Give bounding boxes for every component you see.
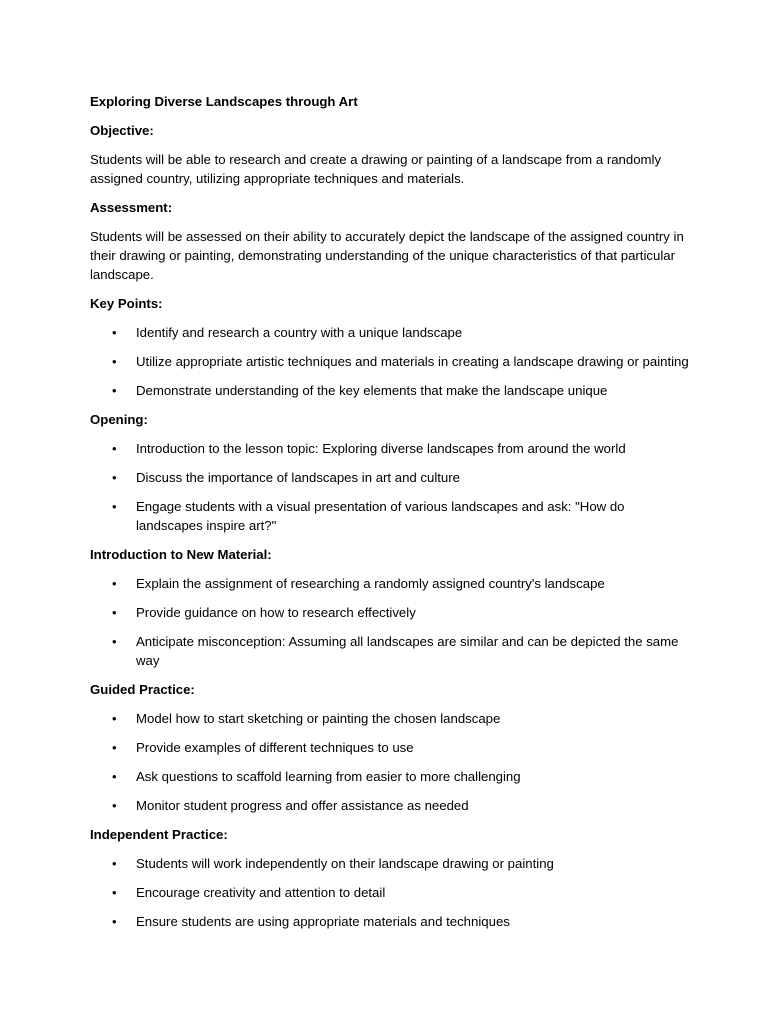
list-item-text: Encourage creativity and attention to detail xyxy=(136,885,386,900)
new-material-list xyxy=(90,574,690,670)
bullet-icon: • xyxy=(112,856,117,871)
list-item-text: Ask questions to scaffold learning from easier to more challenging xyxy=(136,769,521,784)
objective-paragraph: Students will be able to research and create a drawing or painting of a landscape from a randomly assigned country, utilizing appropriate techniques and materials. xyxy=(90,152,662,186)
list-item-text: Introduction to the lesson topic: Exploring diverse landscapes from around the world xyxy=(136,441,626,456)
list-item xyxy=(90,738,690,757)
list-item-text: Students will work independently on their landscape drawing or painting xyxy=(136,856,554,871)
list-item xyxy=(90,439,690,458)
bullet-icon: • xyxy=(112,769,117,784)
list-item-text: Demonstrate understanding of the key elements that make the landscape unique xyxy=(136,383,608,398)
list-item xyxy=(90,352,690,371)
list-item-text: Explain the assignment of researching a randomly assigned country's landscape xyxy=(136,576,605,591)
bullet-icon: • xyxy=(112,325,117,340)
section-heading-independent-practice: Independent Practice: xyxy=(90,827,228,842)
list-item xyxy=(90,603,690,622)
assessment-paragraph: Students will be assessed on their ability to accurately depict the landscape of the assigned country in their drawing or painting, demonstrating understanding of the unique characteristics of that particular landscape. xyxy=(90,229,684,282)
list-item-text: Provide guidance on how to research effectively xyxy=(136,605,416,620)
bullet-icon: • xyxy=(112,470,117,485)
list-item xyxy=(90,468,690,487)
list-item xyxy=(90,854,690,873)
section-heading-opening: Opening: xyxy=(90,412,148,427)
bullet-icon: • xyxy=(112,576,117,591)
document-content xyxy=(90,92,690,941)
bullet-icon: • xyxy=(112,605,117,620)
list-item-text: Engage students with a visual presentation of various landscapes and ask: "How do landscapes inspire art?" xyxy=(136,499,625,533)
bullet-icon: • xyxy=(112,441,117,456)
list-item xyxy=(90,497,690,535)
list-item xyxy=(90,381,690,400)
list-item-text: Model how to start sketching or painting the chosen landscape xyxy=(136,711,501,726)
list-item-text: Utilize appropriate artistic techniques and materials in creating a landscape drawing or painting xyxy=(136,354,689,369)
bullet-icon: • xyxy=(112,798,117,813)
list-item-text: Discuss the importance of landscapes in art and culture xyxy=(136,470,460,485)
list-item-text: Ensure students are using appropriate materials and techniques xyxy=(136,914,510,929)
list-item xyxy=(90,796,690,815)
bullet-icon: • xyxy=(112,634,117,649)
independent-practice-list xyxy=(90,854,690,931)
section-heading-new-material: Introduction to New Material: xyxy=(90,547,272,562)
bullet-icon: • xyxy=(112,499,117,514)
bullet-icon: • xyxy=(112,354,117,369)
list-item-text: Anticipate misconception: Assuming all landscapes are similar and can be depicted the same way xyxy=(136,634,679,668)
bullet-icon: • xyxy=(112,885,117,900)
bullet-icon: • xyxy=(112,914,117,929)
bullet-icon: • xyxy=(112,711,117,726)
section-heading-key-points: Key Points: xyxy=(90,296,163,311)
list-item-text: Monitor student progress and offer assistance as needed xyxy=(136,798,469,813)
list-item-text: Provide examples of different techniques to use xyxy=(136,740,414,755)
guided-practice-list xyxy=(90,709,690,815)
opening-list xyxy=(90,439,690,535)
bullet-icon: • xyxy=(112,383,117,398)
list-item xyxy=(90,767,690,786)
list-item-text: Identify and research a country with a unique landscape xyxy=(136,325,463,340)
list-item xyxy=(90,709,690,728)
key-points-list xyxy=(90,323,690,400)
list-item xyxy=(90,883,690,902)
section-heading-objective: Objective: xyxy=(90,123,154,138)
list-item xyxy=(90,632,690,670)
bullet-icon: • xyxy=(112,740,117,755)
section-heading-assessment: Assessment: xyxy=(90,200,173,215)
list-item xyxy=(90,574,690,593)
list-item xyxy=(90,912,690,931)
section-heading-guided-practice: Guided Practice: xyxy=(90,682,195,697)
document-title: Exploring Diverse Landscapes through Art xyxy=(90,94,358,109)
list-item xyxy=(90,323,690,342)
